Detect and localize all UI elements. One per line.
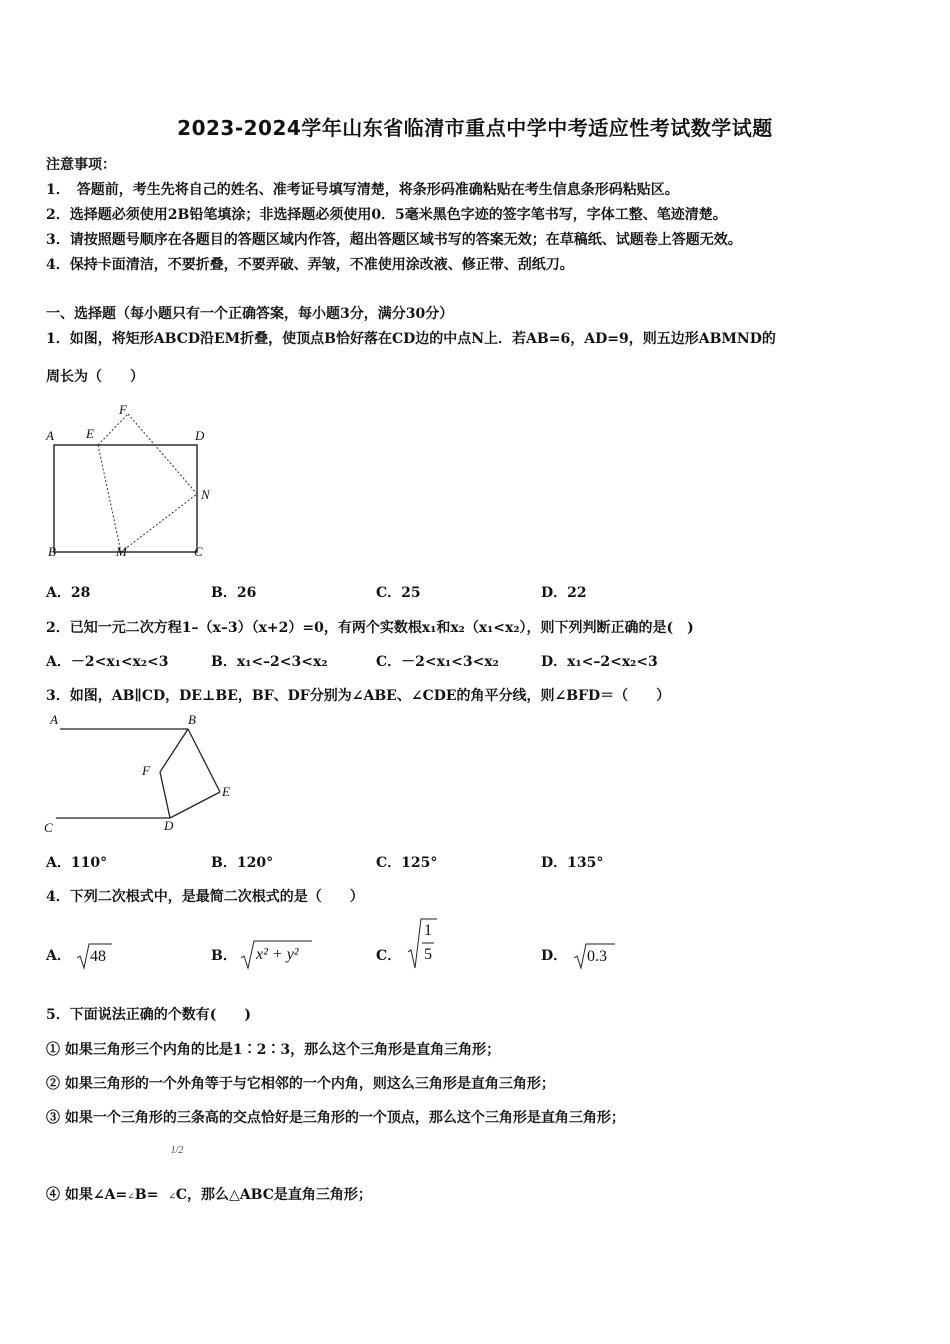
document-title: 2023-2024学年山东省临清市重点中学中考适应性考试数学试题 [177,116,773,140]
q2-option-b: B．x₁<–2<3<x₂ [211,654,328,670]
sqrt-symbol-icon [407,916,437,970]
label-d: D [195,428,205,443]
q2-option-a: A．－2<x₁<x₂<3 [46,654,169,670]
q1-option-b: B．26 [211,585,257,601]
q4-option-c-label: C． [376,948,402,964]
q1-option-d: D．22 [541,585,587,601]
question-1-figure [44,402,224,567]
section-heading: 一、选择题（每小题只有一个正确答案，每小题3分，满分30分） [46,306,454,322]
q2-option-d: D．x₁<–2<x₂<3 [541,654,658,670]
notice-item-2: 2．选择题必须使用2B铅笔填涂；非选择题必须使用0．5毫米黑色字迹的签字笔书写，字体工整、笔迹清楚。 [46,207,727,223]
notice-heading: 注意事项： [46,157,116,173]
statement-3: ③ 如果一个三角形的三条高的交点恰好是三角形的一个顶点，那么这个三角形是直角三角形； [46,1110,625,1126]
q3-option-d: D．135° [541,855,604,871]
question-5-text: 5．下面说法正确的个数有( ) [46,1007,251,1023]
notice-item-1: 1． 答题前，考生先将自己的姓名、准考证号填写清楚，将条形码准确粘贴在考生信息条形码粘贴区。 [46,182,679,198]
label-c: C [194,544,203,559]
q3-option-a: A．110° [46,855,108,871]
notice-item-3: 3．请按照题号顺序在各题目的答题区域内作答，超出答题区域书写的答案无效；在草稿纸、试题卷上答题无效。 [46,232,742,248]
statement-2: ② 如果三角形的一个外角等于与它相邻的一个内角，则这么三角形是直角三角形； [46,1076,555,1092]
statement-4: ④ 如果∠A=∠B= ∠C，那么△ABC是直角三角形； [46,1187,372,1203]
label-e: E [222,784,230,799]
label-b: B [48,544,56,559]
statement-4-fraction: 1/2 [170,1145,184,1156]
label-b: B [188,712,196,727]
label-f: F [119,402,127,417]
rectangle-fold-diagram [44,402,224,567]
question-2-text: 2．已知一元二次方程1–（x–3）（x+2）=0，有两个实数根x₁和x₂（x₁<x₂），则下列判断正确的是( ) [46,620,694,636]
label-f: F [142,763,150,778]
q2-option-c: C．－2<x₁<3<x₂ [376,654,499,670]
statement-1: ① 如果三角形三个内角的比是1∶2∶3，那么这个三角形是直角三角形； [46,1042,501,1058]
label-a: A [50,712,58,727]
q4-option-d-label: D． [541,948,568,964]
q4-option-a-label: A． [46,948,71,964]
label-m: M [116,544,127,559]
label-c: C [44,820,53,835]
notice-item-4: 4．保持卡面清洁，不要折叠，不要弄破、弄皱，不准使用涂改液、修正带、刮纸刀。 [46,257,574,273]
q1-option-c: C．25 [376,585,421,601]
label-a: A [46,428,54,443]
label-n: N [201,487,210,502]
question-1-text: 1．如图，将矩形ABCD沿EM折叠，使顶点B恰好落在CD边的中点N上．若AB=6，AD=9，则五边形ABMND的 [46,331,776,347]
label-e: E [86,426,94,441]
question-4-text: 4．下列二次根式中，是最简二次根式的是（ ） [46,889,364,905]
q4-option-b-label: B． [211,948,237,964]
question-3-figure [42,710,242,840]
q3-option-c: C．125° [376,855,438,871]
q3-option-b: B．120° [211,855,274,871]
label-d: D [164,818,174,833]
question-1-text-cont: 周长为（ ） [46,369,144,385]
question-3-text: 3．如图，AB∥CD，DE⊥BE，BF、DF分别为∠ABE、∠CDE的角平分线，则∠BFD＝（ ） [46,688,671,704]
q1-option-a: A．28 [46,585,91,601]
